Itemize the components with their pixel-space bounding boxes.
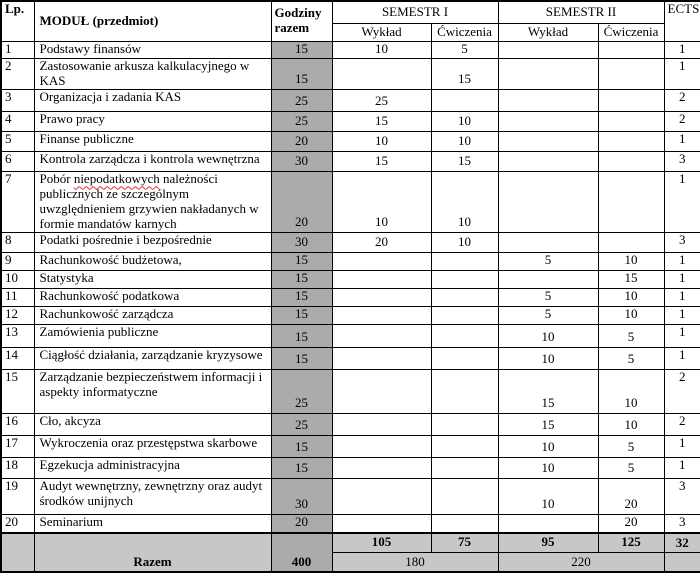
sem2-lecture-cell: 5: [498, 307, 598, 325]
summary-row-totals: [1, 533, 700, 553]
sem1-exercises-cell: [431, 90, 498, 112]
sem1-exercises-cell: [431, 307, 498, 325]
ects-cell: 1: [664, 41, 700, 59]
sem2-exercises-cell: 5: [598, 436, 664, 458]
sem1-exercises-cell: [431, 414, 498, 436]
sem1-lecture-cell: [332, 515, 431, 533]
table-row: [1, 307, 700, 325]
table-row: [1, 132, 700, 152]
lp-cell: 1: [1, 41, 34, 59]
sem2-exercises-cell: 10: [598, 370, 664, 414]
sem1-lecture-cell: [332, 59, 431, 90]
header-sem2-exercises: Ćwiczenia: [598, 23, 664, 41]
ects-cell: 1: [664, 132, 700, 152]
sem2-exercises-cell: [598, 59, 664, 90]
lp-cell: 12: [1, 307, 34, 325]
module-cell: Ciągłość działania, zarządzanie kryzysowe: [34, 348, 271, 370]
sem2-exercises-cell: 5: [598, 348, 664, 370]
module-cell: Egzekucja administracyjna: [34, 458, 271, 479]
summary-sem1-lecture: 105: [332, 533, 431, 553]
lp-cell: 10: [1, 271, 34, 289]
sem2-exercises-cell: 10: [598, 414, 664, 436]
sem2-lecture-cell: 15: [498, 370, 598, 414]
hours-total-cell: 30: [271, 233, 332, 253]
lp-cell: 8: [1, 233, 34, 253]
ects-cell: 3: [664, 233, 700, 253]
sem2-lecture-cell: 10: [498, 479, 598, 515]
sem1-lecture-cell: 10: [332, 41, 431, 59]
sem1-lecture-cell: 15: [332, 152, 431, 172]
sem2-exercises-cell: 20: [598, 479, 664, 515]
ects-cell: 3: [664, 515, 700, 533]
sem1-exercises-cell: 15: [431, 59, 498, 90]
module-cell: Zarządzanie bezpieczeństwem informacji i aspekty informatyczne: [34, 370, 271, 414]
sem1-exercises-cell: 10: [431, 233, 498, 253]
hours-total-cell: 15: [271, 289, 332, 307]
hours-total-cell: 25: [271, 414, 332, 436]
sem2-lecture-cell: [498, 233, 598, 253]
module-cell: Prawo pracy: [34, 112, 271, 132]
table-row: [1, 253, 700, 271]
table-row: [1, 348, 700, 370]
sem2-exercises-cell: [598, 233, 664, 253]
sem1-lecture-cell: [332, 289, 431, 307]
ects-cell: 2: [664, 90, 700, 112]
sem1-exercises-cell: [431, 370, 498, 414]
sem2-lecture-cell: [498, 132, 598, 152]
table-row: [1, 370, 700, 414]
table-row: [1, 414, 700, 436]
sem2-lecture-cell: 10: [498, 458, 598, 479]
sem1-lecture-cell: [332, 325, 431, 348]
module-cell: Pobór niepodatkowych należności publicznych ze szczególnym uwzględnieniem grzywien nakładanych w formie mandatów karnych: [34, 172, 271, 233]
ects-cell: 1: [664, 325, 700, 348]
hours-total-cell: 25: [271, 370, 332, 414]
module-cell: Seminarium: [34, 515, 271, 533]
table-row: [1, 458, 700, 479]
sem1-lecture-cell: 10: [332, 132, 431, 152]
table-row: [1, 90, 700, 112]
summary-ects-total: 32: [664, 533, 700, 553]
ects-cell: 1: [664, 436, 700, 458]
lp-cell: 5: [1, 132, 34, 152]
sem1-lecture-cell: [332, 436, 431, 458]
hours-total-cell: 15: [271, 458, 332, 479]
sem1-exercises-cell: 10: [431, 132, 498, 152]
sem2-exercises-cell: 5: [598, 325, 664, 348]
sem1-lecture-cell: [332, 271, 431, 289]
ects-cell: 1: [664, 271, 700, 289]
sem2-lecture-cell: [498, 41, 598, 59]
sem2-exercises-cell: [598, 41, 664, 59]
hours-total-cell: 30: [271, 479, 332, 515]
header-sem1-lecture: Wykład: [332, 23, 431, 41]
sem2-lecture-cell: [498, 515, 598, 533]
module-cell: Zamówienia publiczne: [34, 325, 271, 348]
sem2-exercises-cell: [598, 132, 664, 152]
sem1-lecture-cell: [332, 479, 431, 515]
sem1-exercises-cell: [431, 515, 498, 533]
table-body: [1, 41, 700, 533]
hours-total-cell: 15: [271, 59, 332, 90]
sem1-lecture-cell: 25: [332, 90, 431, 112]
summary-ects-empty: [664, 553, 700, 572]
sem1-lecture-cell: [332, 414, 431, 436]
lp-cell: 20: [1, 515, 34, 533]
table-row: [1, 515, 700, 533]
sem1-exercises-cell: 15: [431, 152, 498, 172]
sem1-lecture-cell: [332, 458, 431, 479]
sem1-exercises-cell: [431, 436, 498, 458]
table-row: [1, 325, 700, 348]
hours-total-cell: 15: [271, 307, 332, 325]
hours-total-cell: 15: [271, 271, 332, 289]
sem2-exercises-cell: 5: [598, 458, 664, 479]
lp-cell: 18: [1, 458, 34, 479]
module-cell: Finanse publiczne: [34, 132, 271, 152]
table-row: [1, 271, 700, 289]
header-module: MODUŁ (przedmiot): [34, 1, 271, 41]
module-cell: Podstawy finansów: [34, 41, 271, 59]
sem1-exercises-cell: [431, 253, 498, 271]
summary-semester2-total: 220: [498, 553, 664, 572]
sem1-exercises-cell: 5: [431, 41, 498, 59]
sem2-lecture-cell: [498, 271, 598, 289]
sem1-lecture-cell: [332, 253, 431, 271]
table-row: [1, 59, 700, 90]
ects-cell: 2: [664, 414, 700, 436]
sem2-exercises-cell: 20: [598, 515, 664, 533]
header-sem1-exercises: Ćwiczenia: [431, 23, 498, 41]
lp-cell: 13: [1, 325, 34, 348]
lp-cell: 15: [1, 370, 34, 414]
sem2-lecture-cell: [498, 152, 598, 172]
header-semester-1: SEMESTR I: [332, 1, 498, 23]
lp-cell: 7: [1, 172, 34, 233]
ects-cell: 2: [664, 112, 700, 132]
hours-total-cell: 20: [271, 132, 332, 152]
sem1-lecture-cell: 10: [332, 172, 431, 233]
table-row: [1, 479, 700, 515]
module-cell: Rachunkowość budżetowa,: [34, 253, 271, 271]
module-cell: Cło, akcyza: [34, 414, 271, 436]
sem2-lecture-cell: 10: [498, 436, 598, 458]
table-row: [1, 112, 700, 132]
hours-total-cell: 15: [271, 253, 332, 271]
sem1-lecture-cell: [332, 348, 431, 370]
summary-hours-total: 400: [271, 533, 332, 572]
table-summary: [1, 533, 700, 572]
sem2-exercises-cell: 10: [598, 289, 664, 307]
lp-cell: 16: [1, 414, 34, 436]
sem1-exercises-cell: [431, 325, 498, 348]
ects-cell: 1: [664, 289, 700, 307]
lp-cell: 17: [1, 436, 34, 458]
ects-cell: 1: [664, 253, 700, 271]
sem2-exercises-cell: [598, 152, 664, 172]
sem1-lecture-cell: [332, 370, 431, 414]
hours-total-cell: 15: [271, 325, 332, 348]
summary-semester1-total: 180: [332, 553, 498, 572]
module-cell: Kontrola zarządcza i kontrola wewnętrzna: [34, 152, 271, 172]
header-semester-2: SEMESTR II: [498, 1, 664, 23]
sem2-lecture-cell: 5: [498, 253, 598, 271]
table-header: [1, 1, 700, 41]
hours-total-cell: 30: [271, 152, 332, 172]
ects-cell: 3: [664, 152, 700, 172]
table-row: [1, 41, 700, 59]
sem2-lecture-cell: 10: [498, 348, 598, 370]
lp-cell: 2: [1, 59, 34, 90]
lp-cell: 4: [1, 112, 34, 132]
sem2-exercises-cell: 15: [598, 271, 664, 289]
sem1-lecture-cell: 15: [332, 112, 431, 132]
sem2-exercises-cell: [598, 172, 664, 233]
module-cell: Rachunkowość podatkowa: [34, 289, 271, 307]
sem2-exercises-cell: 10: [598, 307, 664, 325]
table-row: [1, 172, 700, 233]
header-row-1: [1, 1, 700, 23]
spellcheck-word: niepodatkowych: [73, 171, 160, 187]
ects-cell: 1: [664, 458, 700, 479]
summary-razem-label: Razem: [34, 533, 271, 572]
summary-sem1-exercises: 75: [431, 533, 498, 553]
sem2-lecture-cell: [498, 172, 598, 233]
module-cell: Rachunkowość zarządcza: [34, 307, 271, 325]
sem1-exercises-cell: [431, 289, 498, 307]
sem1-exercises-cell: [431, 348, 498, 370]
hours-total-cell: 15: [271, 436, 332, 458]
sem1-exercises-cell: [431, 458, 498, 479]
sem1-exercises-cell: [431, 271, 498, 289]
lp-cell: 19: [1, 479, 34, 515]
table-row: [1, 152, 700, 172]
summary-lp-cell: [1, 533, 34, 572]
table-row: [1, 289, 700, 307]
header-lp: Lp.: [1, 1, 34, 41]
lp-cell: 9: [1, 253, 34, 271]
ects-cell: 2: [664, 370, 700, 414]
module-cell: Organizacja i zadania KAS: [34, 90, 271, 112]
summary-sem2-lecture: 95: [498, 533, 598, 553]
hours-total-cell: 25: [271, 112, 332, 132]
module-cell: Statystyka: [34, 271, 271, 289]
header-sem2-lecture: Wykład: [498, 23, 598, 41]
module-cell: Wykroczenia oraz przestępstwa skarbowe: [34, 436, 271, 458]
sem2-exercises-cell: [598, 90, 664, 112]
hours-total-cell: 15: [271, 348, 332, 370]
sem2-lecture-cell: [498, 90, 598, 112]
sem1-exercises-cell: [431, 479, 498, 515]
ects-cell: 3: [664, 479, 700, 515]
hours-total-cell: 15: [271, 41, 332, 59]
lp-cell: 3: [1, 90, 34, 112]
module-cell: Podatki pośrednie i bezpośrednie: [34, 233, 271, 253]
sem2-lecture-cell: 10: [498, 325, 598, 348]
lp-cell: 11: [1, 289, 34, 307]
ects-cell: 1: [664, 348, 700, 370]
module-cell: Zastosowanie arkusza kalkulacyjnego w KAS: [34, 59, 271, 90]
sem2-exercises-cell: [598, 112, 664, 132]
hours-total-cell: 20: [271, 172, 332, 233]
table-row: [1, 233, 700, 253]
header-hours-total: Godziny razem: [271, 1, 332, 41]
module-cell: Audyt wewnętrzny, zewnętrzny oraz audyt środków unijnych: [34, 479, 271, 515]
sem2-lecture-cell: 15: [498, 414, 598, 436]
ects-cell: 1: [664, 307, 700, 325]
header-ects: ECTS: [664, 1, 700, 41]
sem1-lecture-cell: 20: [332, 233, 431, 253]
hours-total-cell: 25: [271, 90, 332, 112]
lp-cell: 6: [1, 152, 34, 172]
sem2-lecture-cell: 5: [498, 289, 598, 307]
sem1-lecture-cell: [332, 307, 431, 325]
hours-total-cell: 20: [271, 515, 332, 533]
sem2-exercises-cell: 10: [598, 253, 664, 271]
ects-cell: 1: [664, 59, 700, 90]
sem1-exercises-cell: 10: [431, 112, 498, 132]
sem1-exercises-cell: 10: [431, 172, 498, 233]
sem2-lecture-cell: [498, 112, 598, 132]
lp-cell: 14: [1, 348, 34, 370]
ects-cell: 1: [664, 172, 700, 233]
sem2-lecture-cell: [498, 59, 598, 90]
summary-sem2-exercises: 125: [598, 533, 664, 553]
table-row: [1, 436, 700, 458]
